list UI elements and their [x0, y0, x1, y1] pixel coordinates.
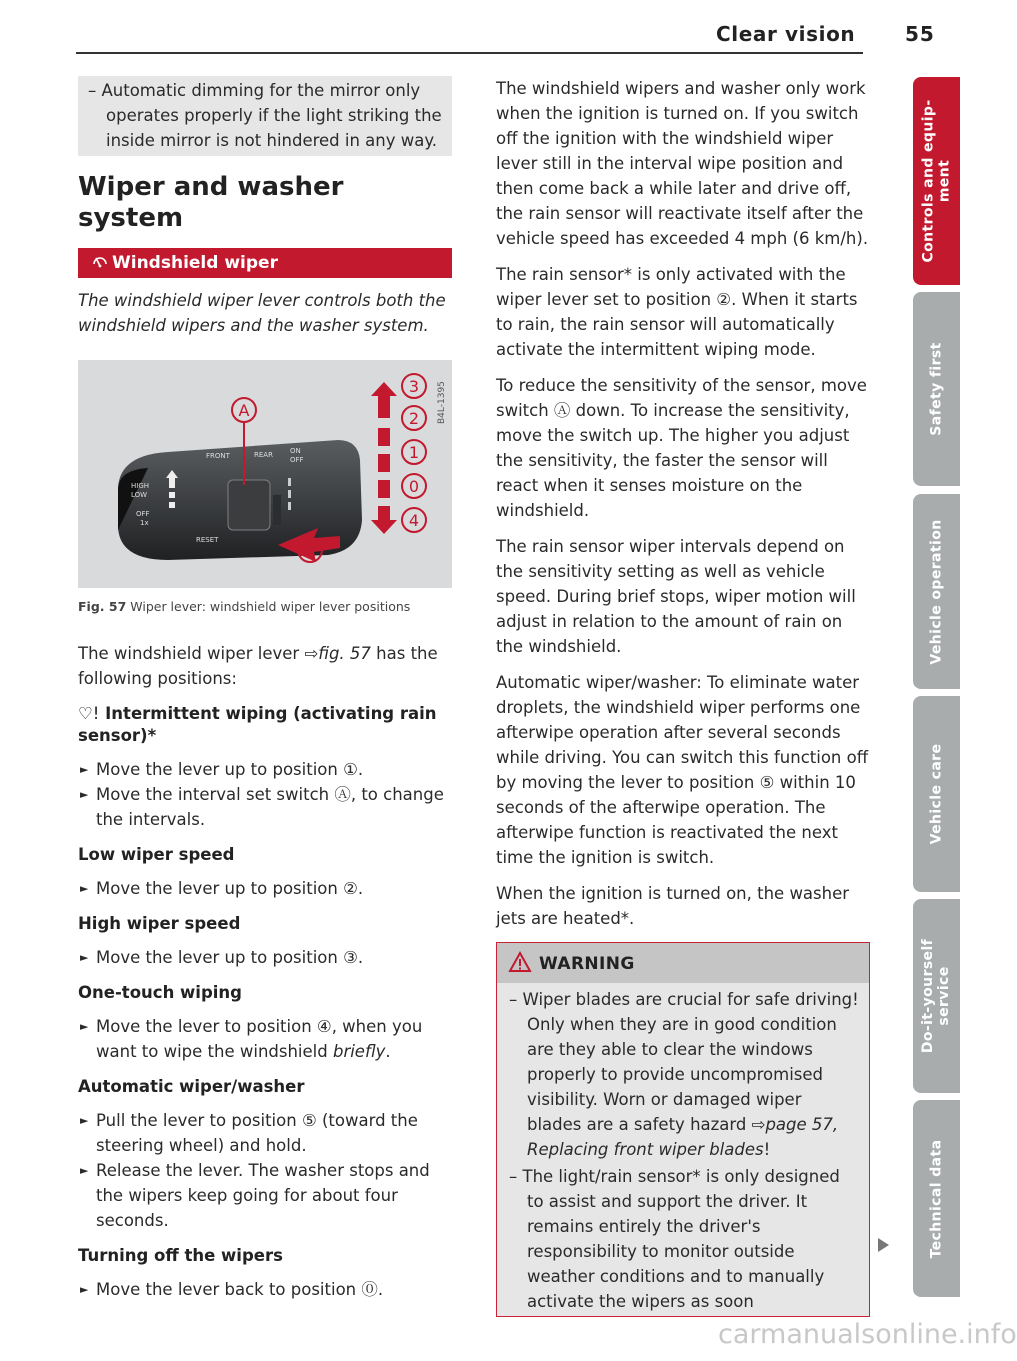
warning-triangle-icon: [509, 946, 531, 988]
side-tab-controls[interactable]: [913, 77, 960, 285]
fig-text-reset: RESET: [196, 536, 219, 544]
left-column: [78, 76, 452, 1302]
arrow-ref-icon: ⇨: [751, 1115, 766, 1134]
fig-label-2: 2: [408, 409, 420, 428]
side-tab-vehicle-operation[interactable]: [913, 494, 960, 689]
warning-title: WARNING: [539, 954, 635, 974]
fig-label-0: 0: [408, 477, 420, 496]
side-tab-technical-data[interactable]: [913, 1100, 960, 1297]
heading-intermittent-text: Intermittent wiping (activating rain sensor)*: [78, 704, 437, 745]
positions-intro-post: has the following positions:: [78, 644, 438, 688]
body-paragraph: The rain sensor* is only activated with the wiper lever set to position ②. When it starts to rain, the rain sensor will automatically activate the intermittent wiping mode.: [496, 265, 858, 359]
continue-arrow-icon: [878, 1238, 889, 1252]
mirror-note-box: [78, 76, 452, 156]
triangle-bullet-icon: ►: [80, 1283, 89, 1296]
step-item: [78, 757, 452, 782]
step-item: [78, 1277, 452, 1302]
body-paragraph: When the ignition is turned on, the washer jets are heated*.: [496, 884, 850, 928]
triangle-bullet-icon: ►: [80, 1020, 89, 1033]
fig-text-front: FRONT: [206, 452, 230, 460]
step-item: [78, 782, 452, 832]
figure-reference-link[interactable]: fig. 57: [318, 644, 371, 663]
side-tab-vehicle-care[interactable]: [913, 696, 960, 892]
figure-caption-text: Wiper lever: windshield wiper lever positions: [130, 599, 411, 614]
step-text: Move the lever up to position ③.: [96, 948, 364, 967]
warning-body: [497, 983, 869, 1314]
page-number: 55: [905, 22, 935, 46]
wiper-lever-figure: [78, 360, 452, 588]
triangle-bullet-icon: ►: [80, 1114, 89, 1127]
wiper-icon: [92, 248, 108, 278]
fig-text-off2: OFF: [136, 510, 150, 518]
warning-text: – Wiper blades are crucial for safe driving! Only when they are in good condition are they able to clear the windows properly to provide uncompromised visibility. Worn or damaged wiper blades are a safety hazard: [509, 990, 859, 1134]
fig-text-1x: 1x: [140, 519, 149, 527]
triangle-bullet-icon: ►: [80, 788, 89, 801]
page-reference-link[interactable]: page 57, Replacing front wiper blades: [527, 1115, 839, 1159]
figure-number: Fig. 57: [78, 599, 127, 614]
triangle-bullet-icon: ►: [80, 1164, 89, 1177]
right-column: [496, 76, 870, 1317]
rain-sensor-icon: ♡!: [78, 704, 100, 723]
step-item: [78, 1108, 452, 1158]
section-bar-label: Windshield wiper: [112, 253, 278, 273]
heading-intermittent: [78, 703, 452, 747]
fig-label-4: 4: [408, 511, 420, 530]
warning-box: [496, 942, 870, 1317]
step-item: ► Move the lever to position ④, when you want to wipe the windshield briefly.: [78, 1014, 452, 1064]
step-item: [78, 945, 452, 970]
step-text: Move the interval set switch Ⓐ, to change the intervals.: [96, 785, 444, 829]
side-tab-label: Controls and equip- ment: [920, 99, 953, 263]
fig-text-off: OFF: [290, 456, 304, 464]
arrow-ref-icon: ⇨: [304, 644, 319, 663]
fig-label-3: 3: [408, 377, 420, 396]
fig-label-1: 1: [408, 443, 420, 462]
triangle-bullet-icon: ►: [80, 882, 89, 895]
step-text: Move the lever up to position ②.: [96, 879, 364, 898]
body-paragraph: The windshield wipers and washer only work when the ignition is turned on. If you switch off the ignition with the windshield wiper lever still in the interval wipe position and then come back a while later and drive off, the rain sensor will reactivate itself after the vehicle speed has exceeded 4 mph (6 km/h).: [496, 79, 869, 248]
body-paragraph: To reduce the sensitivity of the sensor, move switch Ⓐ down. To increase the sensitivity, move the switch up. The higher you adjust the sensitivity, the faster the sensor will react when it senses moisture on the windshield.: [496, 376, 867, 520]
section-heading: Wiper and washer system: [78, 172, 344, 233]
intro-text: The windshield wiper lever controls both the windshield wipers and the washer system.: [78, 291, 446, 335]
triangle-bullet-icon: ►: [80, 951, 89, 964]
warning-header: [497, 943, 869, 983]
side-tab-diy-service[interactable]: [913, 899, 960, 1093]
side-tab-label: Technical data: [928, 1139, 945, 1258]
side-tab-label: Safety first: [928, 342, 945, 436]
figure-code: B4L-1395: [437, 381, 447, 424]
heading-high-speed: High wiper speed: [78, 914, 241, 933]
body-paragraph: Automatic wiper/washer: To eliminate water droplets, the windshield wiper performs one afterwipe operation after several seconds while driving. You can switch this function off by moving the lever to position ⑤ within 10 seconds of the afterwipe operation. The afterwipe function is reactivated the next time the ignition is switch.: [496, 673, 869, 867]
fig-label-5: 5: [304, 541, 316, 560]
side-tab-safety[interactable]: [913, 292, 960, 486]
heading-low-speed: Low wiper speed: [78, 845, 235, 864]
side-tab-label: Do-it-yourself service: [920, 938, 953, 1054]
step-item: [78, 876, 452, 901]
step-item: [78, 1158, 452, 1233]
step-text: Move the lever back to position ⓪.: [96, 1280, 384, 1299]
side-tab-label: Vehicle care: [928, 743, 945, 845]
body-paragraph: The rain sensor wiper intervals depend on the sensitivity setting as well as vehicle speed. During brief stops, wiper motion will adjust in relation to the amount of rain on the windshield.: [496, 537, 856, 656]
side-tab-label: Vehicle operation: [928, 518, 945, 665]
fig-label-a: A: [238, 401, 250, 420]
positions-intro-pre: The windshield wiper lever: [78, 644, 300, 663]
heading-turning-off: Turning off the wipers: [78, 1246, 283, 1265]
step-text: Move the lever to position ④, when you want to wipe the windshield: [96, 1017, 423, 1061]
step-emphasis: briefly: [332, 1042, 386, 1061]
warning-item: – Wiper blades are crucial for safe driving! Only when they are in good condition are they able to clear the windows properly to provide uncompromised visibility. Worn or damaged wiper blades are a safety hazard ⇨page 57, Replacing front wiper blades!: [509, 990, 859, 1159]
triangle-bullet-icon: ►: [80, 763, 89, 776]
step-text: Release the lever. The washer stops and the wipers keep going for about four seconds.: [96, 1161, 430, 1230]
heading-auto-washer: Automatic wiper/washer: [78, 1077, 305, 1096]
mirror-note-text: – Automatic dimming for the mirror only operates properly if the light striking the inside mirror is not hindered in any way.: [88, 81, 442, 150]
fig-text-on: ON: [290, 447, 301, 455]
fig-text-high: HIGH: [131, 482, 150, 490]
warning-item: – The light/rain sensor* is only designed to assist and support the driver. It remains entirely the driver's responsibility to monitor outside weather conditions and to manually activate the wipers as soon: [509, 1167, 840, 1311]
step-text: Move the lever up to position ①.: [96, 760, 364, 779]
running-header-title: Clear vision: [716, 22, 856, 46]
fig-text-low: LOW: [131, 491, 148, 499]
windshield-wiper-bar: [78, 248, 452, 278]
positions-intro: [78, 641, 452, 691]
fig-text-rear: REAR: [254, 451, 273, 459]
footer-watermark: carmanualsonline.info: [718, 1319, 1017, 1350]
header-rule: [76, 52, 863, 54]
figure-caption: [78, 594, 452, 619]
step-text: Pull the lever to position ⑤ (toward the steering wheel) and hold.: [96, 1111, 418, 1155]
heading-one-touch: One-touch wiping: [78, 983, 242, 1002]
